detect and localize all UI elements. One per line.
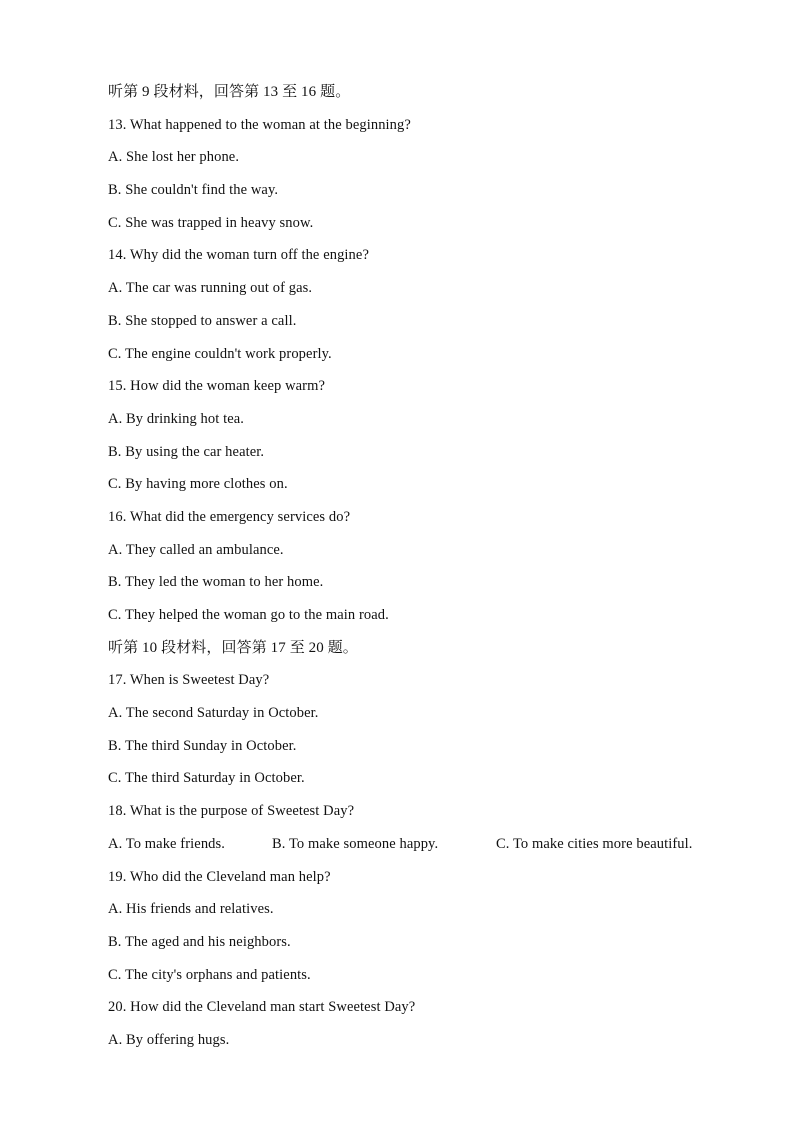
option: B. The third Sunday in October. — [108, 737, 297, 754]
question-stem: 17. When is Sweetest Day? — [108, 672, 270, 689]
option: C. The engine couldn't work properly. — [108, 345, 332, 362]
question-stem: 16. What did the emergency services do? — [108, 508, 351, 525]
option: A. The car was running out of gas. — [108, 280, 313, 297]
option: A. His friends and relatives. — [108, 901, 274, 918]
option: A. They called an ambulance. — [108, 541, 284, 558]
question-stem: 20. How did the Cleveland man start Sweetest Day? — [108, 999, 416, 1016]
option: A. To make friends. — [108, 835, 225, 852]
option: C. To make cities more beautiful. — [496, 835, 693, 852]
section-header: 听第 10 段材料，回答第 17 至 20 题。 — [108, 639, 358, 656]
option: B. They led the woman to her home. — [108, 574, 324, 591]
option: A. By offering hugs. — [108, 1031, 230, 1048]
question-stem: 14. Why did the woman turn off the engine? — [108, 247, 369, 264]
option: A. She lost her phone. — [108, 149, 240, 166]
option: A. By drinking hot tea. — [108, 410, 245, 427]
section-header: 听第 9 段材料，回答第 13 至 16 题。 — [108, 84, 351, 100]
option-row — [108, 833, 748, 866]
question-stem: 19. Who did the Cleveland man help? — [108, 868, 331, 885]
option: C. The city's orphans and patients. — [108, 966, 311, 983]
option: A. The second Saturday in October. — [108, 705, 319, 722]
option: C. She was trapped in heavy snow. — [108, 214, 314, 231]
question-stem: 15. How did the woman keep warm? — [108, 378, 326, 395]
option: B. To make someone happy. — [272, 835, 439, 852]
option: B. She stopped to answer a call. — [108, 312, 297, 329]
option: C. By having more clothes on. — [108, 476, 288, 493]
option: B. The aged and his neighbors. — [108, 933, 291, 950]
option: C. They helped the woman go to the main road. — [108, 607, 389, 623]
question-list — [108, 81, 748, 1062]
question-stem: 18. What is the purpose of Sweetest Day? — [108, 803, 355, 820]
option: B. She couldn't find the way. — [108, 182, 279, 199]
question-stem: 13. What happened to the woman at the beginning? — [108, 116, 411, 133]
option: B. By using the car heater. — [108, 443, 265, 460]
option: C. The third Saturday in October. — [108, 770, 305, 787]
